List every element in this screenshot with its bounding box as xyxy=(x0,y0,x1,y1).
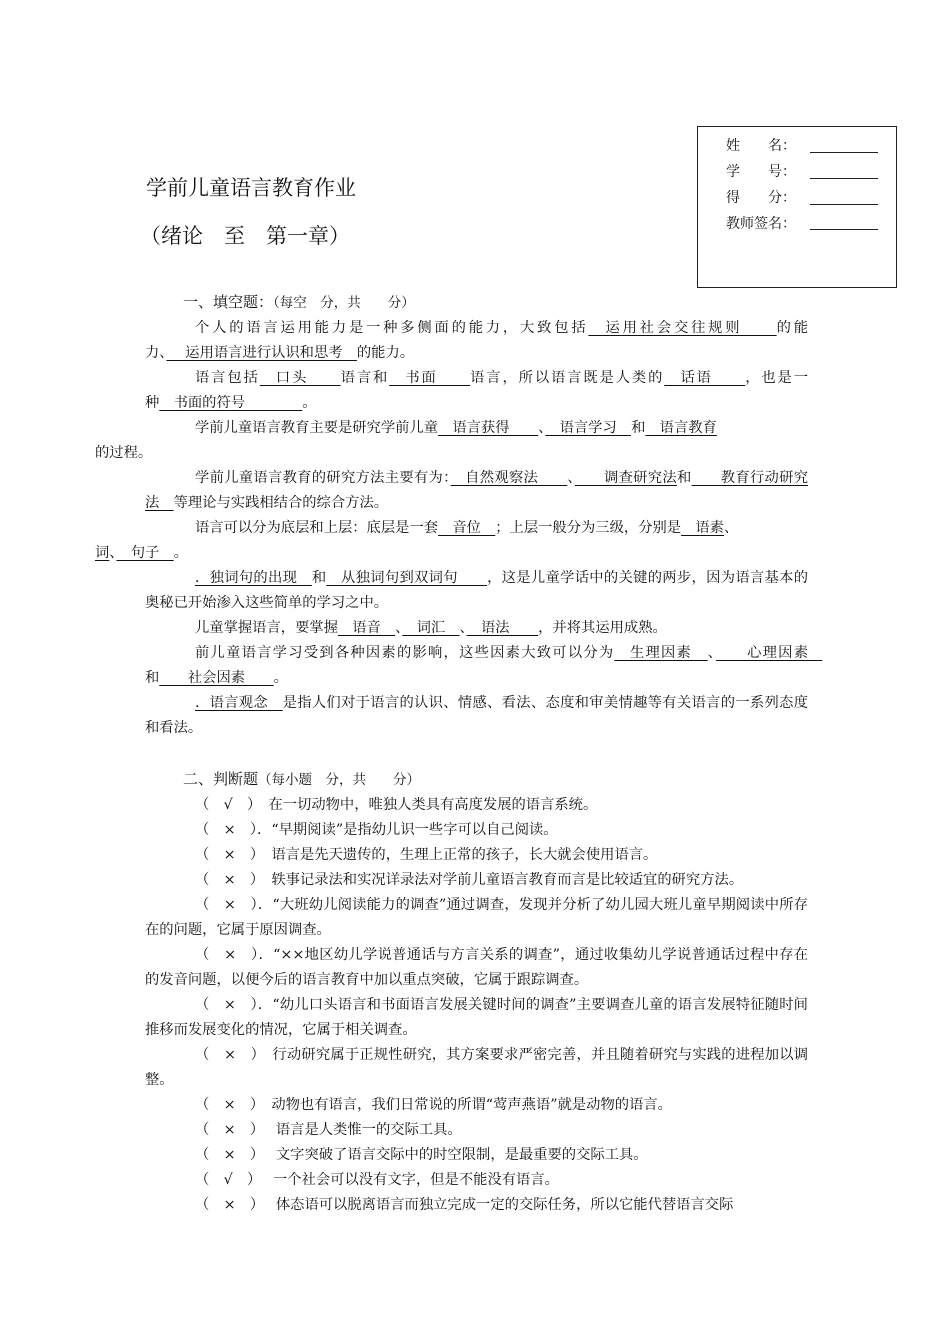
question-text: 、 xyxy=(723,520,739,536)
true-false-item xyxy=(145,843,808,868)
question-text: 的过程。 xyxy=(95,445,153,461)
question-text: 语言包括 xyxy=(195,370,260,386)
answer-blank: 语法 xyxy=(466,620,539,636)
answer-blank: 词 xyxy=(95,545,110,561)
answer-mark: （ × ） xyxy=(195,947,259,963)
statement-text: 体态语可以脱离语言而独立完成一定的交际任务，所以它能代替语言交际 xyxy=(257,1197,734,1213)
score-label: 得 分： xyxy=(726,190,796,206)
section-true-false-title: 二、判断题 xyxy=(183,770,259,788)
question-text: 个人的语言运用能力是一种多侧面的能力，大致包括 xyxy=(195,320,589,336)
fill-question-7 xyxy=(145,616,808,641)
true-false-item xyxy=(145,1093,808,1118)
answer-blank: 书面 xyxy=(389,370,471,386)
section-fill-in-title: 一、填空题： xyxy=(183,293,274,311)
true-false-item xyxy=(145,818,808,843)
question-text: 等理论与实践相结合的综合方法。 xyxy=(173,495,389,511)
name-field-line[interactable] xyxy=(810,152,878,153)
question-text: 、 xyxy=(109,545,117,561)
teacher-signature-label: 教师签名： xyxy=(726,216,796,232)
answer-mark: （ × ） xyxy=(195,1097,258,1113)
answer-blank: 生理因素 xyxy=(614,645,708,661)
answer-blank: 语音 xyxy=(337,620,396,636)
student-info-box xyxy=(697,126,897,288)
statement-text: 动物也有语言，我们日常说的所谓“莺声燕语”就是动物的语言。 xyxy=(257,1097,672,1113)
question-text: 学前儿童语言教育的研究方法主要有为： xyxy=(195,470,451,486)
fill-question-3 xyxy=(95,416,808,466)
answer-mark: （ × ） xyxy=(195,847,258,863)
question-text: 和 xyxy=(676,470,692,486)
answer-mark: （ × ） xyxy=(195,997,258,1013)
statement-text: 一个社会可以没有文字，但是不能没有语言。 xyxy=(254,1172,559,1188)
question-text: 是指人们对于语言的认识、情感、看法、态度和审美情趣等有关语言的一系列态度和看法。 xyxy=(145,695,809,736)
fill-question-4 xyxy=(145,466,808,516)
answer-blank: 从独词句到双词句 xyxy=(326,570,488,586)
question-text: 语言，所以语言既是人类的 xyxy=(470,370,665,386)
question-text: ，这是儿童学话中的关键的两步，因为语言基本的奥秘已开始渗入这些简单的学习之中。 xyxy=(145,570,809,611)
statement-text: ．“幼儿口头语言和书面语言发展关键时间的调查”主要调查儿童的语言发展特征随时间推移而发展变化的情况，它属于相关调查。 xyxy=(145,997,808,1038)
question-text: 、 xyxy=(395,620,403,636)
question-text: 的能力。 xyxy=(356,345,415,361)
answer-blank: 话语 xyxy=(664,370,746,386)
name-label: 姓 名： xyxy=(726,138,796,154)
statement-text: ．“大班幼儿阅读能力的调查”通过调查，发现并分析了幼儿园大班儿童早期阅读中所存在的问题，它属于原因调查。 xyxy=(145,897,808,938)
question-text: 、 xyxy=(459,620,467,636)
answer-blank: 词汇 xyxy=(402,620,460,636)
answer-blank: 语言学习 xyxy=(545,420,632,436)
answer-mark: （ × ） xyxy=(195,822,258,838)
true-false-item xyxy=(145,868,808,893)
answer-mark: （ × ） xyxy=(195,872,258,888)
answer-mark: （ √ ） xyxy=(195,1172,255,1188)
question-text: 儿童掌握语言，要掌握 xyxy=(195,620,338,636)
question-text: 。 xyxy=(173,545,188,561)
answer-mark: （ × ） xyxy=(195,1147,258,1163)
answer-blank: 音位 xyxy=(438,520,496,536)
question-text: ，并将其运用成熟。 xyxy=(538,620,667,636)
fill-question-5 xyxy=(95,516,808,566)
statement-text: 文字突破了语言交际中的时空限制，是最重要的交际工具。 xyxy=(257,1147,648,1163)
question-text: 、 xyxy=(707,645,717,661)
answer-blank: 语言教育 xyxy=(645,420,717,436)
answer-blank: 运用语言进行认识和思考 xyxy=(166,345,357,361)
answer-mark: （ × ） xyxy=(195,1197,258,1213)
fill-question-6 xyxy=(145,566,808,616)
question-text: 。 xyxy=(302,395,317,411)
assignment-body xyxy=(95,290,823,1218)
score-field-line[interactable] xyxy=(810,204,878,205)
true-false-item xyxy=(145,943,808,993)
document-title: 学前儿童语言教育作业 xyxy=(146,176,356,200)
question-text: 、 xyxy=(538,420,546,436)
question-text: 学前儿童语言教育主要是研究学前儿童 xyxy=(195,420,439,436)
answer-blank: 社会因素 xyxy=(159,670,274,686)
answer-blank: 句子 xyxy=(116,545,174,561)
true-false-item xyxy=(145,1118,808,1143)
statement-text: 在一切动物中，唯独人类具有高度发展的语言系统。 xyxy=(254,797,598,813)
true-false-item xyxy=(145,993,808,1043)
true-false-item xyxy=(145,1193,808,1218)
document-subtitle: （绪论 至 第一章） xyxy=(140,224,350,248)
answer-mark: （ × ） xyxy=(195,1122,258,1138)
student-id-field-line[interactable] xyxy=(810,178,878,179)
question-text: 前儿童语言学习受到各种因素的影响，这些因素大致可以分为 xyxy=(195,645,615,661)
section-fill-in-heading xyxy=(145,290,808,316)
question-text: 语言和 xyxy=(340,370,390,386)
question-text: 和 xyxy=(311,570,327,586)
answer-mark: （ × ） xyxy=(195,1047,258,1063)
student-id-label: 学 号： xyxy=(726,164,796,180)
question-text: 。 xyxy=(273,670,288,686)
question-text: 和 xyxy=(631,420,646,436)
answer-blank: ．语言观念 xyxy=(195,695,283,711)
section-true-false-heading xyxy=(145,767,808,793)
answer-blank: 书面的符号 xyxy=(159,395,303,411)
answer-blank: 心理因素 xyxy=(716,645,823,661)
answer-mark: （ × ） xyxy=(195,897,258,913)
statement-text: ．“早期阅读”是指幼儿识一些字可以自己阅读。 xyxy=(257,822,558,838)
answer-blank: 调查研究法 xyxy=(574,470,677,486)
answer-blank: 自然观察法 xyxy=(450,470,568,486)
answer-blank: ．独词句的出现 xyxy=(195,570,312,586)
question-text: ；上层一般分为三级，分别是 xyxy=(495,520,682,536)
question-text: 、 xyxy=(567,470,575,486)
fill-question-8 xyxy=(145,641,823,691)
true-false-item xyxy=(145,1143,808,1168)
section-fill-in-score-note: （每空 分，共 分） xyxy=(273,295,415,311)
true-false-item xyxy=(145,893,808,943)
answer-mark: （ √ ） xyxy=(195,797,255,813)
answer-blank: 教育行动研究法 xyxy=(145,470,809,511)
statement-text: 语言是先天遗传的，生理上正常的孩子，长大就会使用语言。 xyxy=(257,847,658,863)
question-text: 语言可以分为底层和上层：底层是一套 xyxy=(195,520,439,536)
answer-blank: 语言获得 xyxy=(438,420,539,436)
teacher-signature-field-line[interactable] xyxy=(810,229,878,230)
statement-text: 行动研究属于正规性研究，其方案要求严密完善，并且随着研究与实践的进程加以调整。 xyxy=(145,1047,808,1088)
true-false-item xyxy=(145,1043,808,1093)
statement-text: 语言是人类惟一的交际工具。 xyxy=(257,1122,462,1138)
statement-text: 轶事记录法和实况详录法对学前儿童语言教育而言是比较适宜的研究方法。 xyxy=(257,872,744,888)
answer-blank: 运用社会交往规则 xyxy=(588,320,777,336)
true-false-item xyxy=(145,793,808,818)
question-text: 的能力、 xyxy=(145,320,809,361)
question-text: ，也是一种 xyxy=(145,370,809,411)
statement-text: ．“××地区幼儿学说普通话与方言关系的调查”，通过收集幼儿学说普通话过程中存在的发音问题，以便今后的语言教育中加以重点突破，它属于跟踪调查。 xyxy=(145,947,808,988)
question-text: 和 xyxy=(145,670,160,686)
true-false-list xyxy=(145,793,808,1218)
fill-question-2 xyxy=(145,366,808,416)
fill-question-9 xyxy=(145,691,808,741)
true-false-item xyxy=(145,1168,808,1193)
fill-question-1 xyxy=(145,316,808,366)
section-true-false-score-note: （每小题 分，共 分） xyxy=(258,772,421,788)
answer-blank: 口头 xyxy=(259,370,341,386)
answer-blank: 语素 xyxy=(681,520,724,536)
